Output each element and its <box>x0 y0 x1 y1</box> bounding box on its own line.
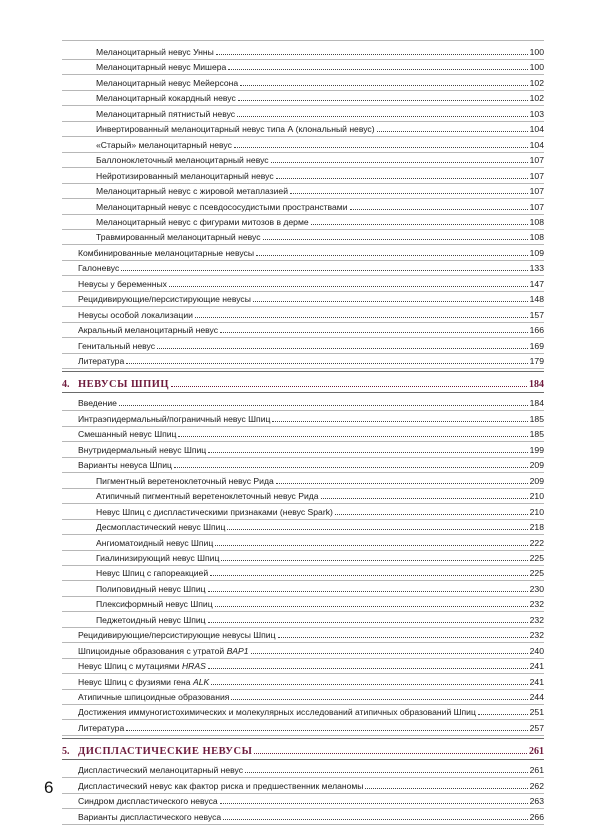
toc-entry[interactable] <box>96 201 544 212</box>
dot-leader <box>290 193 528 194</box>
toc-entry-title: Варианты невуса Шпиц <box>78 460 172 471</box>
toc-entry-title: Синдром диспластического невуса <box>78 796 218 807</box>
dot-leader <box>121 270 527 271</box>
toc-entry[interactable] <box>78 247 544 258</box>
toc-entry-page: 222 <box>529 537 544 548</box>
toc-entry-title: Смешанный невус Шпиц <box>78 429 177 440</box>
dot-leader <box>350 209 528 210</box>
toc-entry[interactable] <box>78 459 544 470</box>
toc-entry-page: 251 <box>529 707 544 718</box>
divider-rule <box>62 550 544 551</box>
toc-entry-page: 257 <box>529 722 544 733</box>
chapter-page: 184 <box>529 379 544 391</box>
dot-leader <box>256 255 528 256</box>
toc-entry-page: 210 <box>529 491 544 502</box>
toc-entry[interactable] <box>78 629 544 640</box>
dot-leader <box>238 100 528 101</box>
toc-entry[interactable] <box>96 139 544 150</box>
dot-leader <box>263 239 528 240</box>
divider-rule <box>62 392 544 393</box>
toc-entry-page: 263 <box>529 796 544 807</box>
divider-rule <box>62 658 544 659</box>
toc-entry[interactable] <box>96 475 544 486</box>
toc-entry[interactable] <box>96 185 544 196</box>
dot-leader <box>215 545 527 546</box>
divider-rule <box>62 198 544 199</box>
toc-entry-title: Рецидивирующие/персистирующие невусы <box>78 294 251 305</box>
toc-entry-page: 232 <box>529 599 544 610</box>
toc-entry[interactable] <box>96 154 544 165</box>
divider-rule <box>62 596 544 597</box>
toc-entry-title: Интраэпидермальный/пограничный невус Шпиц <box>78 413 271 424</box>
divider-rule <box>62 642 544 643</box>
divider-rule <box>62 306 544 307</box>
divider-rule <box>62 759 544 760</box>
toc-entry-title: Плексиформный невус Шпиц <box>96 599 213 610</box>
chapter-title: ДИСПЛАСТИЧЕСКИЕ НЕВУСЫ <box>78 746 253 758</box>
toc-entry-title: Акральный меланоцитарный невус <box>78 325 219 336</box>
dot-leader <box>171 386 527 387</box>
toc-entry[interactable] <box>78 691 544 702</box>
toc-entry[interactable] <box>96 598 544 609</box>
dot-leader <box>221 560 527 561</box>
toc-entry-title: Литература <box>78 722 125 733</box>
dot-leader <box>228 69 527 70</box>
divider-rule <box>62 59 544 60</box>
dot-leader <box>240 85 527 86</box>
divider-rule <box>62 472 544 473</box>
divider-rule <box>62 105 544 106</box>
toc-entry[interactable] <box>96 490 544 501</box>
divider-rule <box>62 738 544 739</box>
toc-entry-title-text: Шпицоидные образования с утратой <box>78 645 227 656</box>
toc-entry-page: 225 <box>529 552 544 563</box>
dot-leader <box>365 788 527 789</box>
toc-entry-title: Инвертированный меланоцитарный невус типа А (клональный невус) <box>96 124 375 135</box>
dot-leader <box>478 714 528 715</box>
toc-entry-page: 240 <box>529 645 544 656</box>
divider-rule <box>62 90 544 91</box>
dot-leader <box>216 54 528 55</box>
toc-entry-title <box>78 677 209 687</box>
toc-entry-title: Меланоцитарный кокардный невус <box>96 93 236 104</box>
toc-entry-title <box>78 661 206 671</box>
divider-rule <box>62 183 544 184</box>
toc-entry-title: Атипичные шпицоидные образования <box>78 692 230 702</box>
chapter-heading[interactable] <box>62 376 544 390</box>
toc-entry-page: 261 <box>529 765 544 776</box>
toc-entry[interactable] <box>78 428 544 439</box>
toc-entry-page: 262 <box>529 780 544 791</box>
dot-leader <box>157 348 528 349</box>
toc-entry[interactable] <box>96 506 544 517</box>
divider-rule <box>62 580 544 581</box>
toc-entry-page: 185 <box>529 429 544 440</box>
toc-entry[interactable] <box>96 583 544 594</box>
divider-rule <box>62 673 544 674</box>
toc-entry-page: 108 <box>529 232 544 243</box>
chapter-title: НЕВУСЫ ШПИЦ <box>78 379 170 391</box>
toc-entry-page: 266 <box>529 811 544 822</box>
dot-leader <box>178 436 527 437</box>
divider-rule <box>62 322 544 323</box>
toc-entry-title: Литература <box>78 356 125 366</box>
toc-entry-title: «Старый» меланоцитарный невус <box>96 139 232 150</box>
divider-rule <box>62 353 544 354</box>
dot-leader <box>211 684 527 685</box>
toc-entry-page: 232 <box>529 614 544 625</box>
dot-leader <box>276 178 528 179</box>
toc-entry-page: 232 <box>529 630 544 641</box>
toc-entry-title <box>78 646 249 656</box>
dot-leader <box>276 483 528 484</box>
toc-entry-title: Невусы особой локализации <box>78 309 193 320</box>
toc-entry-page: 107 <box>529 186 544 197</box>
toc-entry-page: 241 <box>529 676 544 687</box>
toc-entry-page: 225 <box>529 568 544 579</box>
toc-entry-page: 108 <box>529 216 544 227</box>
toc-entry-page: 210 <box>529 506 544 517</box>
toc-entry[interactable] <box>78 340 544 351</box>
toc-entry-page: 157 <box>529 309 544 320</box>
dot-leader <box>169 286 528 287</box>
toc-entry-title: Достижения иммуногистохимических и молекулярных исследований атипичных образований Шпиц <box>78 707 476 718</box>
divider-rule <box>62 704 544 705</box>
toc-entry-page: 184 <box>529 398 544 409</box>
toc-entry-page: 209 <box>529 460 544 471</box>
dot-leader <box>237 116 528 117</box>
toc-entry-title: Полиповидный невус Шпиц <box>96 583 206 594</box>
toc-entry[interactable] <box>78 278 544 289</box>
divider-rule <box>62 260 544 261</box>
toc-entry-title: Баллоноклеточный меланоцитарный невус <box>96 155 269 166</box>
toc-entry[interactable] <box>78 355 544 366</box>
toc-entry-title: Внутридермальный невус Шпиц <box>78 444 207 455</box>
divider-rule <box>62 152 544 153</box>
toc-entry[interactable] <box>78 660 544 671</box>
toc-entry[interactable] <box>78 645 544 656</box>
divider-rule <box>62 275 544 276</box>
divider-rule <box>62 824 544 825</box>
dot-leader <box>220 332 528 333</box>
divider-rule <box>62 40 544 41</box>
toc-entry-title: Введение <box>78 398 117 409</box>
toc-entry[interactable] <box>96 170 544 181</box>
toc-entry-gene-name: HRAS <box>181 661 206 672</box>
divider-rule <box>62 534 544 535</box>
toc-entry-page: 102 <box>529 77 544 88</box>
divider-rule <box>62 136 544 137</box>
divider-rule <box>62 291 544 292</box>
toc-entry-title: Диспластический меланоцитарный невус <box>78 765 244 776</box>
toc-entry-title-text: Невус Шпиц с фузиями гена <box>78 676 193 687</box>
divider-rule <box>62 371 544 372</box>
toc-entry-page: 104 <box>529 124 544 135</box>
divider-rule <box>62 457 544 458</box>
toc-entry-gene-name: ALK <box>192 676 210 687</box>
divider-rule <box>62 214 544 215</box>
toc-entry-page: 109 <box>529 247 544 258</box>
toc-entry-page: 100 <box>529 47 544 57</box>
divider-rule <box>62 410 544 411</box>
dot-leader <box>208 591 528 592</box>
divider-rule <box>62 777 544 778</box>
toc-entry-title: Комбинированные меланоцитарные невусы <box>78 247 255 258</box>
toc-entry-title: Ангиоматоидный невус Шпиц <box>96 537 214 548</box>
toc-entry[interactable] <box>78 397 544 408</box>
divider-rule <box>62 735 544 736</box>
dot-leader <box>210 575 528 576</box>
toc-entry-page: 103 <box>529 108 544 119</box>
toc-entry-title-text: Невус Шпиц с мутациями <box>78 661 182 672</box>
toc-entry[interactable] <box>96 77 544 88</box>
dot-leader <box>271 162 528 163</box>
divider-rule <box>62 121 544 122</box>
chapter-number: 5. <box>62 746 70 758</box>
divider-rule <box>62 441 544 442</box>
toc-entry-page: 199 <box>529 444 544 455</box>
page-number: 6 <box>44 778 54 797</box>
toc-entry-page: 148 <box>529 294 544 305</box>
toc-entry-title: Галоневус <box>78 263 120 274</box>
divider-rule <box>62 337 544 338</box>
dot-leader <box>126 730 527 731</box>
divider-rule <box>62 719 544 720</box>
toc-entry[interactable] <box>78 262 544 273</box>
toc-entry-title: Меланоцитарный невус с фигурами митозов в дерме <box>96 216 309 227</box>
toc-entry-title: Рецидивирующие/персистирующие невусы Шпиц <box>78 630 276 641</box>
dot-leader <box>208 622 528 623</box>
toc-entry-title: Невусы у беременных <box>78 278 167 289</box>
divider-rule <box>62 689 544 690</box>
toc-entry-title: Пигментный веретеноклеточный невус Рида <box>96 475 274 486</box>
toc-entry[interactable] <box>78 722 544 733</box>
divider-rule <box>62 565 544 566</box>
toc-entry-page: 218 <box>529 522 544 533</box>
dot-leader <box>321 498 528 499</box>
toc-entry[interactable] <box>96 231 544 242</box>
divider-rule <box>62 793 544 794</box>
toc-entry[interactable] <box>96 567 544 578</box>
toc-entry-page: 166 <box>529 325 544 336</box>
toc-entry-page: 107 <box>529 155 544 166</box>
toc-entry[interactable] <box>78 780 544 791</box>
divider-rule <box>62 627 544 628</box>
toc-entry[interactable] <box>96 614 544 625</box>
toc-entry[interactable] <box>78 764 544 775</box>
toc-entry-title: Меланоцитарный невус с псевдососудистыми пространствами <box>96 201 348 212</box>
dot-leader <box>215 606 528 607</box>
dot-leader <box>174 467 528 468</box>
toc-entry[interactable] <box>96 61 544 72</box>
toc-entry-page: 102 <box>529 93 544 104</box>
toc-entry-title: Меланоцитарный невус с жировой метаплазией <box>96 186 289 197</box>
toc-entry[interactable] <box>96 552 544 563</box>
dot-leader <box>227 529 527 530</box>
chapter-page: 261 <box>529 746 544 758</box>
divider-rule <box>62 426 544 427</box>
toc-entry[interactable] <box>96 108 544 119</box>
chapter-heading[interactable] <box>62 743 544 757</box>
toc-entry[interactable] <box>78 676 544 687</box>
toc-entry-title: Генитальный невус <box>78 340 156 351</box>
dot-leader <box>220 803 528 804</box>
toc-entry-page: 179 <box>529 356 544 366</box>
toc-entry[interactable] <box>78 413 544 424</box>
toc-entry[interactable] <box>78 706 544 717</box>
divider-rule <box>62 808 544 809</box>
divider-rule <box>62 74 544 75</box>
divider-rule <box>62 488 544 489</box>
dot-leader <box>223 819 527 820</box>
toc-entry-page: 107 <box>529 201 544 212</box>
dot-leader <box>234 147 528 148</box>
chapter-number: 4. <box>62 379 70 391</box>
divider-rule <box>62 368 544 369</box>
divider-rule <box>62 503 544 504</box>
toc-entry-title: Меланоцитарный невус Мейерсона <box>96 77 239 88</box>
divider-rule <box>62 244 544 245</box>
toc-entry-gene-name: BAP1 <box>226 645 249 656</box>
toc-entry[interactable] <box>96 216 544 227</box>
toc-entry[interactable] <box>96 46 544 57</box>
toc-entry[interactable] <box>96 537 544 548</box>
divider-rule <box>62 611 544 612</box>
toc-entry-title: Гиалинизирующий невус Шпиц <box>96 552 220 563</box>
toc-entry-title: Диспластический невус как фактор риска и предшественник меланомы <box>78 780 364 791</box>
dot-leader <box>251 653 528 654</box>
dot-leader <box>272 421 527 422</box>
dot-leader <box>254 753 527 754</box>
toc-entry-page: 104 <box>529 139 544 150</box>
toc-entry-title: Невус Шпиц с диспластическими признаками (невус Spark) <box>96 506 333 517</box>
dot-leader <box>195 317 528 318</box>
dot-leader <box>311 224 528 225</box>
dot-leader <box>335 514 528 515</box>
toc-entry-page: 147 <box>529 278 544 289</box>
toc-entry[interactable] <box>96 123 544 134</box>
dot-leader <box>231 699 527 700</box>
toc-entry[interactable] <box>78 811 544 822</box>
dot-leader <box>377 131 528 132</box>
dot-leader <box>126 363 527 364</box>
toc-entry-page: 185 <box>529 413 544 424</box>
toc-entry-title: Меланоцитарный невус Мишера <box>96 62 227 73</box>
divider-rule <box>62 229 544 230</box>
toc-entry[interactable] <box>78 309 544 320</box>
toc-entry-title: Невус Шпиц с гапореакцией <box>96 568 209 579</box>
toc-entry[interactable] <box>96 92 544 103</box>
toc-entry[interactable] <box>78 324 544 335</box>
toc-entry-page: 100 <box>529 62 544 73</box>
toc-entry-title: Меланоцитарный невус Унны <box>96 47 214 57</box>
toc-entry[interactable] <box>96 521 544 532</box>
toc-entry-page: 241 <box>529 661 544 672</box>
dot-leader <box>245 772 528 773</box>
dot-leader <box>278 637 528 638</box>
dot-leader <box>208 452 527 453</box>
dot-leader <box>208 668 528 669</box>
divider-rule <box>62 167 544 168</box>
dot-leader <box>119 405 528 406</box>
toc-entry-page: 133 <box>529 263 544 274</box>
toc-entry-title: Варианты диспластического невуса <box>78 811 222 822</box>
toc-entry[interactable] <box>78 795 544 806</box>
toc-entry-title: Меланоцитарный пятнистый невус <box>96 108 236 119</box>
divider-rule <box>62 519 544 520</box>
toc-entry-title: Атипичный пигментный веретеноклеточный невус Рида <box>96 491 319 502</box>
toc-entry-page: 244 <box>529 692 544 702</box>
toc-entry-title: Педжетоидный невус Шпиц <box>96 614 206 625</box>
toc-entry-page: 107 <box>529 170 544 181</box>
toc-entry[interactable] <box>78 444 544 455</box>
toc-entry[interactable] <box>78 293 544 304</box>
toc-entry-title: Десмопластический невус Шпиц <box>96 522 226 533</box>
dot-leader <box>253 301 528 302</box>
toc-entry-page: 209 <box>529 475 544 486</box>
toc-entry-title: Нейротизированный меланоцитарный невус <box>96 170 274 181</box>
toc-entry-title: Травмированный меланоцитарный невус <box>96 232 261 243</box>
toc-entry-page: 169 <box>529 340 544 351</box>
toc-entry-page: 230 <box>529 583 544 594</box>
